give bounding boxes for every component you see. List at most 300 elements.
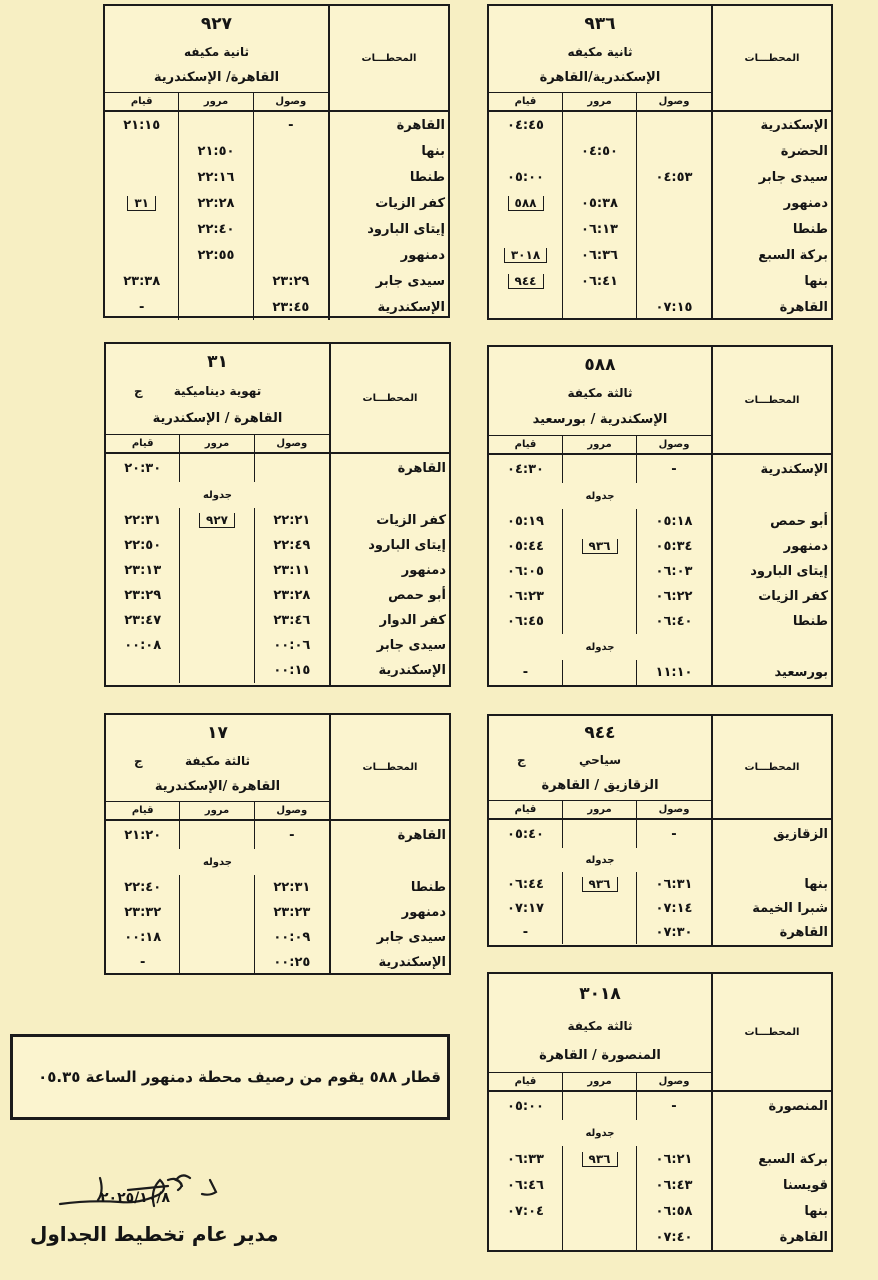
station-name: أبو حمص [388, 588, 446, 603]
table-row [489, 509, 711, 534]
table-row [489, 1198, 711, 1224]
arrive-caption: وصول [275, 96, 307, 107]
train-route: القاهرة /الإسكندرية [154, 778, 281, 794]
depart-cell: - [106, 950, 180, 975]
schedule-label: جدوله [202, 489, 233, 501]
depart-cell [105, 138, 179, 164]
station-name: بركة السبع [758, 247, 828, 263]
station-name: كفر الزيات [758, 589, 828, 604]
depart-cell: ٢٣:٣٨ [105, 268, 179, 294]
train-class: تهوية ديناميكية [173, 384, 262, 399]
station-name: سيدى جابر [375, 273, 445, 289]
train-route: الزقازيق / القاهرة [541, 777, 659, 793]
arrive-cell: ٠٧:٤٠ [655, 1229, 693, 1245]
schedule-label: جدوله [585, 490, 615, 502]
table-row [105, 268, 328, 294]
arrive-cell: ٢٣:٤٥ [272, 299, 310, 315]
table-row [489, 534, 711, 559]
pass-cell [180, 533, 254, 558]
depart-cell: ٠٦:٤٤ [489, 872, 563, 896]
table-row [106, 558, 329, 583]
depart-caption: قيام [489, 436, 563, 453]
pass-caption: مرور [563, 1073, 637, 1090]
table-row [489, 190, 711, 216]
column-captions [489, 92, 711, 112]
class-flag: ج [134, 384, 143, 399]
pass-cell: ٢٢:٤٠ [179, 216, 253, 242]
column-captions [106, 801, 329, 821]
arrive-cell: ٠٦:٤٣ [655, 1177, 693, 1193]
pass-cell: ٠٦:١٣ [563, 216, 637, 242]
pass-cell [563, 534, 637, 559]
table-row [489, 820, 711, 848]
arrive-cell: ٠٦:٠٣ [655, 564, 693, 579]
connection-train: ٥٨٨ [508, 196, 544, 211]
pass-cell: ٢٢:١٦ [179, 164, 253, 190]
pass-cell [180, 821, 254, 849]
pass-cell [563, 455, 637, 483]
table-row [105, 216, 328, 242]
pass-cell [179, 294, 253, 320]
timetable-31 [104, 342, 451, 687]
table-row [105, 138, 328, 164]
arrive-cell: - [671, 461, 677, 477]
depart-cell: ٠٥:٠٠ [489, 164, 563, 190]
train-class-row [106, 754, 329, 768]
pass-cell [563, 920, 637, 944]
arrive-cell: ٠٠:٢٥ [273, 955, 311, 970]
pass-cell [179, 112, 253, 138]
arrive-caption: وصول [658, 439, 690, 450]
station-name: القاهرة [779, 299, 828, 315]
station-name: الزقازيق [773, 826, 828, 842]
station-name: دمنهور [401, 905, 446, 920]
train-class-row [106, 384, 329, 398]
pass-cell [563, 1224, 637, 1250]
station-name: كفر الزيات [376, 513, 446, 528]
schedule-label: جدوله [585, 854, 615, 866]
column-captions [105, 92, 328, 112]
signature-title: مدير عام تخطيط الجداول [30, 1222, 279, 1246]
train-route: الإسكندرية / بورسعيد [532, 412, 668, 428]
table-row [106, 454, 329, 482]
pass-cell [563, 872, 637, 896]
depart-cell [105, 164, 179, 190]
train-column [489, 6, 711, 320]
station-name: دمنهور [783, 195, 828, 211]
train-number: ٩٣٦ [584, 13, 616, 34]
table-row [105, 190, 328, 216]
table-row [106, 658, 329, 683]
schedule-gap [331, 849, 449, 875]
table-row [489, 455, 711, 483]
arrive-cell: ٢٣:٤٦ [273, 613, 311, 628]
depart-cell: ٢٣:١٣ [106, 558, 180, 583]
table-row [105, 164, 328, 190]
station-name: دمنهور [401, 563, 446, 578]
station-column [711, 974, 831, 1250]
station-name: بورسعيد [774, 665, 828, 680]
station-name: أبو حمص [770, 514, 828, 529]
pass-cell: ٢٢:٢٨ [179, 190, 253, 216]
pass-caption: مرور [563, 93, 637, 110]
station-name: الإسكندرية [760, 461, 828, 477]
timetable-927 [103, 4, 450, 318]
depart-cell: ٠٥:٤٤ [489, 534, 563, 559]
depart-cell: ٠٧:١٧ [489, 896, 563, 920]
station-name: بركة السبع [758, 1151, 828, 1167]
timetable-588 [487, 345, 833, 687]
pass-cell [563, 820, 637, 848]
connection-train: ٩٢٧ [199, 513, 235, 528]
train-class: ثالثة مكيفة [567, 1018, 633, 1033]
arrive-caption: وصول [658, 804, 690, 815]
train-header [106, 715, 329, 801]
station-name: القاهرة [779, 1229, 828, 1245]
depart-cell: ٢٣:٤٧ [106, 608, 180, 633]
arrive-cell: ٢٣:١١ [273, 563, 311, 578]
station-column [711, 716, 831, 945]
timetable-3018 [487, 972, 833, 1252]
pass-caption: مرور [179, 93, 253, 110]
pass-caption: مرور [180, 802, 254, 819]
pass-cell: ٠٥:٣٨ [563, 190, 637, 216]
depart-cell [105, 242, 179, 268]
train-class-row [489, 753, 711, 767]
table-row [489, 268, 711, 294]
train-column [106, 715, 329, 975]
train-header [489, 974, 711, 1072]
pass-cell [563, 164, 637, 190]
table-row [106, 875, 329, 900]
connection-train: ٩٣٦ [582, 877, 618, 892]
arrive-cell: ٠٧:١٤ [655, 900, 693, 916]
depart-cell: - [105, 294, 179, 320]
pass-cell [563, 294, 637, 320]
train-number: ٥٨٨ [584, 354, 616, 375]
table-row [105, 112, 328, 138]
table-row [489, 920, 711, 944]
arrive-cell: ٢٢:٤٩ [273, 538, 311, 553]
connection-train: ٩٤٤ [508, 274, 544, 289]
depart-caption: قيام [489, 93, 563, 110]
station-name: قويسنا [783, 1177, 828, 1193]
train-header [106, 344, 329, 434]
depart-cell: ٢٢:٤٠ [106, 875, 180, 900]
depart-cell: ٢٣:٣٢ [106, 900, 180, 925]
depart-cell: ٢٣:٢٩ [106, 583, 180, 608]
table-row [489, 1146, 711, 1172]
table-row [489, 294, 711, 320]
arrive-cell: ٠٦:٥٨ [655, 1203, 693, 1219]
table-row [489, 584, 711, 609]
station-name: سيدى جابر [758, 169, 828, 185]
table-row [489, 660, 711, 685]
station-name: القاهرة [779, 924, 828, 940]
connection-train: ٩٣٦ [582, 539, 618, 554]
pass-cell [180, 454, 254, 482]
arrive-caption: وصول [276, 438, 308, 449]
arrive-cell: ٠٧:٣٠ [655, 924, 693, 940]
depart-cell: ٠٦:٢٣ [489, 584, 563, 609]
arrive-cell: - [671, 826, 677, 842]
arrive-cell [254, 190, 328, 216]
depart-cell: ٠٥:٠٠ [489, 1092, 563, 1120]
station-name: إيتاى البارود [368, 538, 446, 553]
train-class: ثالثة مكيفة [567, 386, 633, 401]
depart-cell [489, 294, 563, 320]
depart-cell: ٠٤:٤٥ [489, 112, 563, 138]
timetable-936 [487, 4, 833, 320]
station-name: بنها [804, 876, 828, 892]
pass-cell [180, 583, 254, 608]
station-name: طنطا [409, 169, 445, 185]
train-route: القاهرة/ الإسكندرية [153, 69, 280, 85]
arrive-cell: ٠٥:٣٤ [655, 539, 693, 554]
depart-cell: ٠٤:٣٠ [489, 455, 563, 483]
train-header [489, 6, 711, 92]
station-column [329, 344, 449, 685]
table-row [106, 583, 329, 608]
pass-cell [180, 658, 254, 683]
depart-cell: ٢١:٢٠ [106, 821, 180, 849]
pass-cell [180, 608, 254, 633]
schedule-label: جدوله [585, 641, 615, 653]
pass-cell [180, 508, 254, 533]
arrive-cell [637, 138, 711, 164]
station-name: بنها [421, 143, 445, 159]
station-name: سيدى جابر [376, 638, 446, 653]
table-row [489, 1172, 711, 1198]
station-name: دمنهور [783, 539, 828, 554]
train-header [489, 347, 711, 435]
table-row [489, 872, 711, 896]
station-name: دمنهور [400, 247, 445, 263]
arrive-cell: ٢٣:٢٩ [272, 273, 310, 289]
station-column [329, 715, 449, 975]
station-name: سيدى جابر [376, 930, 446, 945]
pass-cell: ٢٢:٥٥ [179, 242, 253, 268]
class-flag: ج [134, 753, 143, 768]
train-number: ٩٢٧ [200, 13, 233, 34]
station-name: إيتاى البارود [750, 564, 828, 579]
schedule-label: جدوله [202, 856, 233, 868]
column-captions [489, 800, 711, 820]
pass-cell: ٠٦:٣٦ [563, 242, 637, 268]
train-number: ٩٤٤ [584, 723, 616, 744]
train-column [106, 344, 329, 685]
station-name: الإسكندرية [760, 117, 828, 133]
station-name: بنها [804, 273, 828, 289]
arrive-cell [637, 190, 711, 216]
depart-cell [106, 658, 180, 683]
table-row [489, 164, 711, 190]
depart-cell: - [489, 660, 563, 685]
depart-cell [489, 216, 563, 242]
table-row [106, 533, 329, 558]
pass-cell [563, 609, 637, 634]
depart-cell: ٢٢:٥٠ [106, 533, 180, 558]
depart-cell: ٠٦:٤٥ [489, 609, 563, 634]
stations-header: المحطـــات [330, 6, 448, 112]
pass-cell [563, 584, 637, 609]
depart-cell: ٢٠:٣٠ [106, 454, 180, 482]
depart-cell: ٠٠:١٨ [106, 925, 180, 950]
depart-cell: ٠٥:١٩ [489, 509, 563, 534]
train-column [489, 347, 711, 685]
pass-cell [180, 633, 254, 658]
station-name: كفر الدوار [379, 613, 446, 628]
stations-header: المحطـــات [331, 344, 449, 454]
arrive-cell: ٠٠:٠٩ [273, 930, 311, 945]
depart-cell: ٠٧:٠٤ [489, 1198, 563, 1224]
schedule-label: جدوله [585, 1127, 615, 1139]
depart-cell: ٠٥:٤٠ [489, 820, 563, 848]
arrive-cell [254, 138, 328, 164]
table-row [106, 925, 329, 950]
table-row [106, 821, 329, 849]
column-captions [106, 434, 329, 454]
pass-caption: مرور [180, 435, 254, 452]
pass-cell [563, 1146, 637, 1172]
station-name: القاهرة [397, 827, 446, 843]
schedule-gap [713, 1120, 831, 1146]
arrive-cell [254, 242, 328, 268]
train-route: القاهرة / الإسكندرية [152, 410, 283, 426]
pass-cell [180, 950, 254, 975]
column-captions [489, 435, 711, 455]
arrive-cell: ٠٤:٥٣ [655, 169, 693, 185]
arrive-cell: - [289, 827, 295, 843]
depart-cell [489, 190, 563, 216]
stations-header: المحطـــات [713, 6, 831, 112]
depart-cell: ٠٦:٤٦ [489, 1172, 563, 1198]
pass-cell: ٠٤:٥٠ [563, 138, 637, 164]
pass-cell [563, 112, 637, 138]
depart-cell [489, 138, 563, 164]
pass-cell: ٠٦:٤١ [563, 268, 637, 294]
train-number: ٣١ [207, 352, 228, 373]
arrive-cell: ٠٧:١٥ [655, 299, 693, 315]
arrive-cell [637, 268, 711, 294]
table-row [489, 242, 711, 268]
schedule-gap [331, 482, 449, 508]
arrive-cell [637, 216, 711, 242]
train-column [489, 974, 711, 1250]
arrive-cell: ٠٠:١٥ [273, 663, 311, 678]
depart-caption: قيام [489, 801, 563, 818]
column-captions [489, 1072, 711, 1092]
train-column [489, 716, 711, 945]
train-number: ٣٠١٨ [579, 983, 621, 1004]
depart-cell [489, 268, 563, 294]
station-name: الحضرة [780, 143, 828, 159]
table-row [106, 950, 329, 975]
pass-caption: مرور [563, 801, 637, 818]
pass-cell [180, 875, 254, 900]
depart-caption: قيام [106, 435, 180, 452]
pass-cell: ٢١:٥٠ [179, 138, 253, 164]
depart-caption: قيام [105, 93, 179, 110]
station-name: طنطا [792, 614, 828, 629]
arrive-caption: وصول [276, 805, 308, 816]
signature-date: ٢٠٢٥/١٠/٨ [100, 1190, 171, 1206]
schedule-gap [713, 848, 831, 872]
station-name: الإسكندرية [378, 955, 446, 970]
arrive-cell [254, 164, 328, 190]
arrive-cell: ١١:١٠ [655, 665, 693, 680]
depart-cell [489, 242, 563, 268]
arrive-cell: ٠٦:٤٠ [655, 614, 693, 629]
train-class: ثانية مكيفه [183, 44, 250, 59]
station-name: الإسكندرية [377, 299, 445, 315]
train-column [105, 6, 328, 320]
connection-train: ٣١ [127, 196, 156, 211]
pass-cell [180, 900, 254, 925]
table-row [105, 242, 328, 268]
table-row [106, 900, 329, 925]
station-name: شبرا الخيمة [752, 900, 828, 916]
arrive-caption: وصول [658, 1076, 690, 1087]
arrive-cell [637, 242, 711, 268]
arrive-cell: - [671, 1098, 677, 1114]
stations-header: المحطـــات [713, 347, 831, 455]
station-name: المنصورة [768, 1098, 828, 1114]
station-name: كفر الزيات [375, 195, 445, 211]
timetable-17 [104, 713, 451, 975]
arrive-cell: ٢٢:٣١ [273, 880, 311, 895]
table-row [106, 633, 329, 658]
pass-cell [563, 559, 637, 584]
pass-cell [563, 660, 637, 685]
station-name: طنطا [792, 221, 828, 237]
station-name: إيتاى البارود [367, 221, 445, 237]
signature [40, 1160, 250, 1224]
arrive-cell [255, 454, 329, 482]
table-row [489, 896, 711, 920]
arrive-cell: ٠٦:٢١ [655, 1151, 693, 1167]
arrive-cell [637, 112, 711, 138]
pass-cell [180, 925, 254, 950]
station-column [711, 6, 831, 320]
depart-cell [489, 1224, 563, 1250]
pass-cell [563, 1092, 637, 1120]
train-route: الإسكندرية/القاهرة [539, 69, 661, 85]
arrive-cell: ٠٦:٢٢ [655, 589, 693, 604]
pass-caption: مرور [563, 436, 637, 453]
table-row [489, 559, 711, 584]
schedule-gap [713, 634, 831, 660]
arrive-caption: وصول [658, 96, 690, 107]
table-row [489, 138, 711, 164]
arrive-cell: - [288, 117, 294, 133]
arrive-cell: ٠٥:١٨ [655, 514, 693, 529]
station-name: القاهرة [396, 117, 445, 133]
train-class: ثانية مكيفه [567, 44, 633, 59]
pass-cell [180, 558, 254, 583]
table-row [489, 609, 711, 634]
pass-cell [563, 509, 637, 534]
stations-header: المحطـــات [713, 974, 831, 1092]
depart-cell [105, 216, 179, 242]
train-number: ١٧ [207, 722, 228, 743]
stations-header: المحطـــات [713, 716, 831, 820]
table-row [489, 112, 711, 138]
station-column [328, 6, 448, 320]
station-column [711, 347, 831, 685]
timetable-944 [487, 714, 833, 947]
pass-cell [563, 896, 637, 920]
